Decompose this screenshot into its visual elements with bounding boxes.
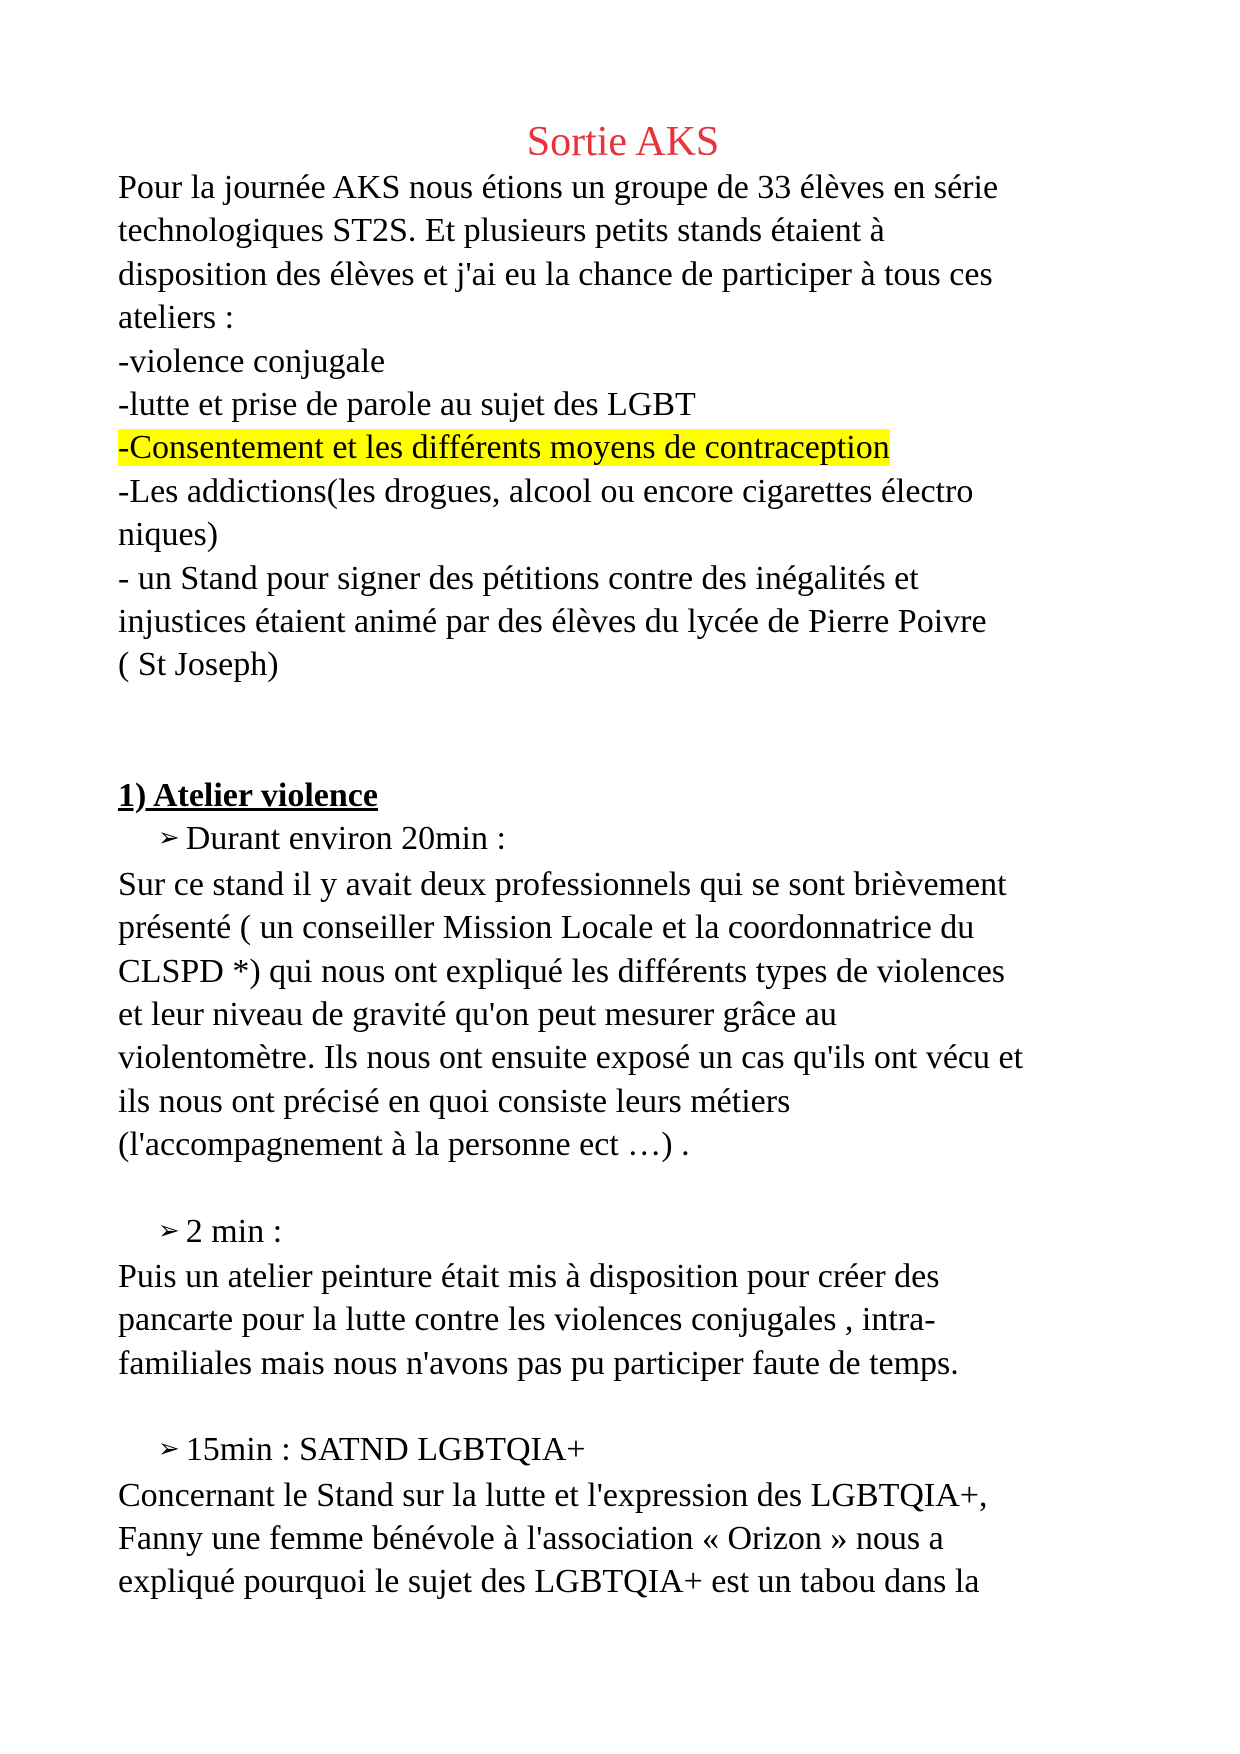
workshop-item: -violence conjugale [118,342,386,380]
bullet-item [118,1210,1128,1255]
workshop-item: - un Stand pour signer des pétitions contre des inégalités et [118,559,919,597]
workshop-item: -Les addictions(les drogues, alcool ou encore cigarettes électro [118,472,974,510]
text-line: technologiques ST2S. Et plusieurs petits stands étaient à [118,212,885,250]
paragraph [118,1255,1128,1385]
paragraph [118,863,1128,1167]
text-line: Sur ce stand il y avait deux professionnels qui se sont brièvement [118,865,1007,903]
text-line: ateliers : [118,299,235,337]
paragraph [118,1474,1128,1604]
bullet-item [118,1428,1128,1473]
workshop-item: ( St Joseph) [118,646,279,684]
document-page [118,118,1128,1604]
text-line: Pour la journée AKS nous étions un groupe de 33 élèves en série [118,169,999,206]
document-title: Sortie AKS [526,119,720,165]
bullet-text: Durant environ 20min : [185,820,506,858]
workshop-item: -lutte et prise de parole au sujet des LGBT [118,386,696,424]
text-line: (l'accompagnement à la personne ect …) . [118,1126,690,1164]
section-heading: 1) Atelier violence [118,776,378,814]
arrow-bullet-icon: ➢ [158,1434,180,1464]
text-line: CLSPD *) qui nous ont expliqué les différents types de violences [118,952,1006,990]
text-line: violentomètre. Ils nous ont ensuite exposé un cas qu'ils ont vécu et [118,1039,1024,1077]
text-line: Puis un atelier peinture était mis à disposition pour créer des [118,1257,940,1295]
text-line: présenté ( un conseiller Mission Locale et la coordonnatrice du [118,909,975,947]
text-line: familiales mais nous n'avons pas pu participer faute de temps. [118,1344,959,1382]
text-line: ils nous ont précisé en quoi consiste leurs métiers [118,1082,791,1120]
arrow-bullet-icon: ➢ [158,1215,180,1245]
workshop-item: niques) [118,516,219,554]
text-line: et leur niveau de gravité qu'on peut mesurer grâce au [118,995,837,1033]
text-line: disposition des élèves et j'ai eu la chance de participer à tous ces [118,255,993,293]
text-line: Fanny une femme bénévole à l'association « Orizon » nous a [118,1519,944,1557]
text-line: expliqué pourquoi le sujet des LGBTQIA+ est un tabou dans la [118,1563,980,1601]
workshop-list [118,340,1128,687]
text-line: Concernant le Stand sur la lutte et l'expression des LGBTQIA+, [118,1476,988,1514]
workshop-item: injustices étaient animé par des élèves du lycée de Pierre Poivre [118,603,987,641]
bullet-item [118,817,1128,862]
highlighted-workshop-item: -Consentement et les différents moyens de contraception [118,429,890,467]
intro-paragraph [118,166,1128,340]
arrow-bullet-icon: ➢ [158,823,180,853]
text-line: pancarte pour la lutte contre les violences conjugales , intra- [118,1301,936,1339]
bullet-text: 2 min : [185,1212,283,1250]
bullet-text: 15min : SATND LGBTQIA+ [185,1431,586,1469]
